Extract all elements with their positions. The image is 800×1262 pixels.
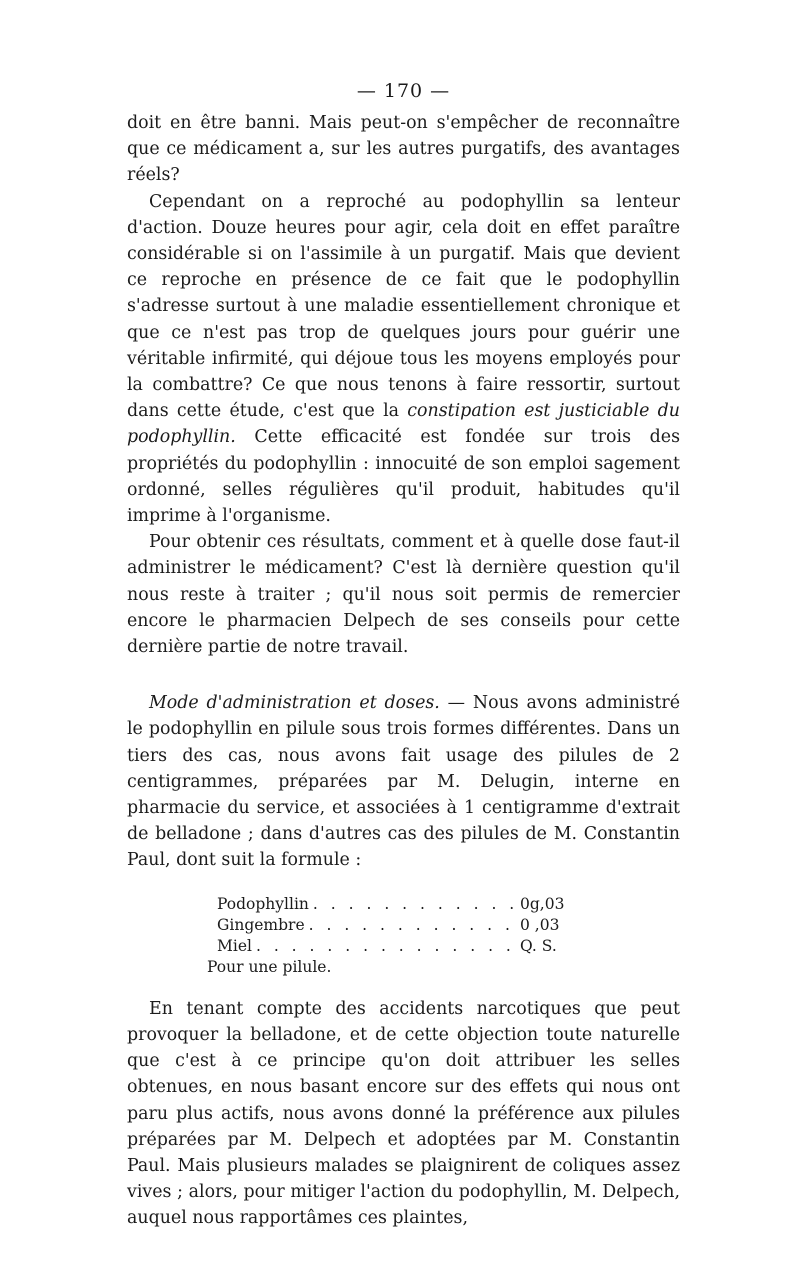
section-spacer — [127, 660, 680, 690]
document-page — [127, 80, 680, 1232]
page-number: — 170 — — [356, 80, 451, 102]
recipe-quantity: 0g,03 — [520, 894, 565, 913]
paragraph-2-italic: constipation est justiciable du podophyllin. — [127, 401, 680, 448]
recipe-row — [217, 936, 580, 957]
recipe-quantity: Q. S. — [520, 936, 557, 955]
leader-dots — [305, 915, 514, 936]
recipe-formula — [207, 894, 680, 978]
paragraph-1: doit en être banni. Mais peut-on s'empêcher de reconnaître que ce médicament a, sur les autres purgatifs, des avantages réels? — [127, 113, 680, 186]
leader-dots — [252, 936, 514, 957]
paragraph-4 — [127, 690, 680, 873]
paragraph-5: En tenant compte des accidents narcotiques que peut provoquer la belladone, et de cette objection toute naturelle que c'est à ce principe qu'on doit attribuer les selles obtenues, en nous basant encore sur des effets qui nous ont paru plus actifs, nous avons donné la préférence aux pilules préparées par M. Delpech et adoptées par M. Constantin Paul. Mais plusieurs malades se plaignirent de coliques assez vives ; alors, pour mitiger l'action du podophyllin, M. Delpech, auquel nous rapportâmes ces plaintes, — [127, 998, 680, 1229]
recipe-row — [217, 915, 580, 936]
recipe-ingredient: Gingembre — [217, 915, 305, 934]
leader-dots — [309, 894, 514, 915]
recipe-footer: Pour une pilule. — [207, 957, 332, 976]
recipe-row — [217, 894, 580, 915]
paragraph-2-start: Cependant on a reproché au podophyllin sa lenteur d'action. Douze heures pour agir, cela doit en effet paraître considérable si on l'assimile à un purgatif. Mais que devient ce reproche en présence de ce fait que le podophyllin s'adresse surtout à une maladie essentiellement chronique et que ce n'est pas trop de quelques jours pour guérir une véritable infirmité, qui déjoue tous les moyens employés pour la combattre? Ce que nous tenons à faire ressortir, surtout dans cette étude, c'est que la — [127, 191, 680, 422]
recipe-quantity: 0 ,03 — [520, 915, 560, 934]
paragraph-2 — [127, 189, 680, 530]
recipe-ingredient: Podophyllin — [217, 894, 309, 913]
paragraph-2-end: Cette efficacité est fondée sur trois des propriétés du podophyllin : innocuité de son emploi sagement ordonné, selles régulières qu'il produit, habitudes qu'il imprime à l'organisme. — [127, 427, 680, 527]
recipe-ingredient: Miel — [217, 936, 252, 955]
paragraph-3: Pour obtenir ces résultats, comment et à quelle dose faut-il administrer le médicament? C'est là dernière question qu'il nous reste à traiter ; qu'il nous soit permis de remercier encore le pharmacien Delpech de ses conseils pour cette dernière partie de notre travail. — [127, 532, 680, 658]
section-heading: Mode d'administration et doses. — [149, 693, 440, 714]
paragraph-4-body: — Nous avons administré le podophyllin en pilule sous trois formes différentes. Dans un tiers des cas, nous avons fait usage des pilules de 2 centigrammes, préparées par M. Delugin, interne en pharmacie du service, et associées à 1 centigramme d'extrait de belladone ; dans d'autres cas des pilules de M. Constantin Paul, dont suit la formule : — [127, 693, 680, 871]
